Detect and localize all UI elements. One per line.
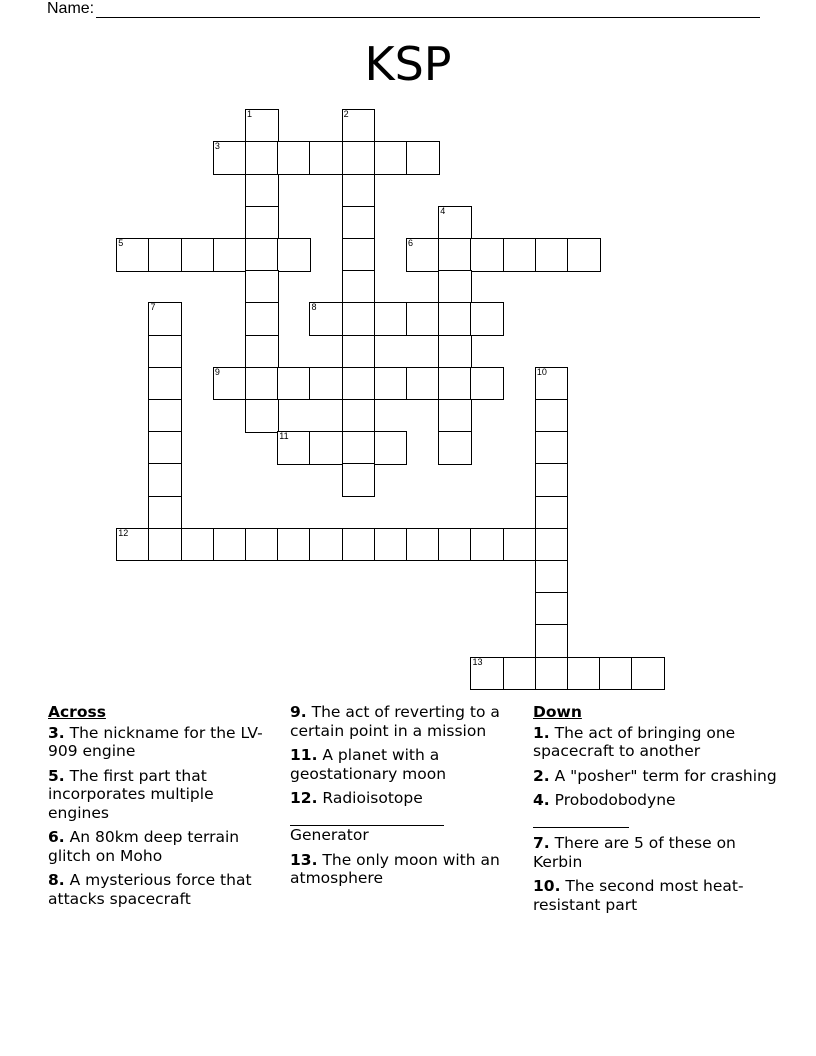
clue-number: 1. xyxy=(533,723,550,742)
clue-number: 10. xyxy=(533,877,561,895)
grid-cell[interactable] xyxy=(213,367,247,401)
grid-cell[interactable] xyxy=(535,657,569,691)
grid-cell[interactable] xyxy=(309,528,343,562)
grid-cell[interactable] xyxy=(245,399,279,433)
cell-number: 10 xyxy=(536,366,547,377)
grid-cell[interactable] xyxy=(438,431,472,465)
grid-cell[interactable] xyxy=(148,367,182,401)
grid-cell[interactable] xyxy=(277,141,311,175)
grid-cell[interactable] xyxy=(503,528,537,562)
clue-number: 12. xyxy=(290,789,318,807)
grid-cell[interactable] xyxy=(470,657,504,691)
grid-cell[interactable] xyxy=(213,141,247,175)
grid-cell[interactable] xyxy=(181,528,215,562)
clue-across-13 xyxy=(290,851,515,888)
grid-cell[interactable] xyxy=(567,657,601,691)
grid-cell[interactable] xyxy=(374,302,408,336)
grid-cell[interactable] xyxy=(438,206,472,240)
clue-number: 6. xyxy=(48,828,65,846)
clue-number: 3. xyxy=(48,723,65,742)
clue-down-7 xyxy=(533,834,778,871)
grid-cell[interactable] xyxy=(245,206,279,240)
grid-cell[interactable] xyxy=(148,528,182,562)
grid-cell[interactable] xyxy=(438,302,472,336)
cell-number: 4 xyxy=(440,205,446,216)
grid-cell[interactable] xyxy=(309,302,343,336)
clue-text: A planet with a geostationary moon xyxy=(290,746,447,783)
grid-cell[interactable] xyxy=(245,367,279,401)
clue-down-10 xyxy=(533,877,778,914)
name-label: Name: xyxy=(47,0,95,17)
clue-text: The first part that incorporates multiple engines xyxy=(48,766,214,822)
grid-cell[interactable] xyxy=(438,270,472,304)
grid-cell[interactable] xyxy=(374,528,408,562)
clue-text: The act of bringing one spacecraft to another xyxy=(533,723,736,760)
grid-cell[interactable] xyxy=(342,141,376,175)
clue-text: A mysterious force that attacks spacecraft xyxy=(48,871,252,908)
clue-text: The act of reverting to a certain point in a mission xyxy=(290,703,500,740)
grid-cell[interactable] xyxy=(277,431,311,465)
grid-cell[interactable] xyxy=(470,238,504,272)
grid-cell[interactable] xyxy=(438,238,472,272)
cell-number: 5 xyxy=(118,238,124,249)
grid-cell[interactable] xyxy=(438,335,472,369)
clue-across-12 xyxy=(290,789,515,845)
grid-cell[interactable] xyxy=(342,399,376,433)
grid-cell[interactable] xyxy=(148,496,182,530)
grid-cell[interactable] xyxy=(309,141,343,175)
clue-number: 5. xyxy=(48,766,65,785)
clue-across-3 xyxy=(48,724,273,761)
grid-cell[interactable] xyxy=(148,335,182,369)
grid-cell[interactable] xyxy=(503,238,537,272)
across-clues-column-2 xyxy=(290,703,515,894)
grid-cell[interactable] xyxy=(406,367,440,401)
cell-number: 7 xyxy=(150,302,156,313)
grid-cell[interactable] xyxy=(213,238,247,272)
grid-cell[interactable] xyxy=(342,431,376,465)
grid-cell[interactable] xyxy=(245,302,279,336)
clue-down-4 xyxy=(533,791,778,828)
grid-cell[interactable] xyxy=(309,367,343,401)
clue-number: 13. xyxy=(290,850,318,869)
grid-cell[interactable] xyxy=(438,399,472,433)
clue-text: There are 5 of these on Kerbin xyxy=(533,834,736,871)
clue-number: 7. xyxy=(533,834,550,852)
clue-across-6 xyxy=(48,828,273,865)
grid-cell[interactable] xyxy=(342,270,376,304)
down-clues-column xyxy=(533,703,778,920)
clue-number: 2. xyxy=(533,766,550,785)
grid-cell[interactable] xyxy=(342,109,376,143)
grid-cell[interactable] xyxy=(631,657,665,691)
cell-number: 12 xyxy=(118,527,129,538)
grid-cell[interactable] xyxy=(342,206,376,240)
grid-cell[interactable] xyxy=(535,399,569,433)
cell-number: 1 xyxy=(247,109,253,120)
grid-cell[interactable] xyxy=(406,238,440,272)
across-heading: Across xyxy=(48,703,106,721)
cell-number: 6 xyxy=(408,238,414,249)
grid-cell[interactable] xyxy=(470,302,504,336)
grid-cell[interactable] xyxy=(470,528,504,562)
grid-cell[interactable] xyxy=(535,560,569,594)
clue-down-2 xyxy=(533,767,778,786)
grid-cell[interactable] xyxy=(503,657,537,691)
clue-across-8 xyxy=(48,871,273,908)
grid-cell[interactable] xyxy=(342,238,376,272)
clue-text: Probodobodyne xyxy=(554,791,676,809)
down-heading: Down xyxy=(533,703,582,721)
clue-text: Radioisotope xyxy=(322,789,423,807)
grid-cell[interactable] xyxy=(245,238,279,272)
grid-cell[interactable] xyxy=(342,335,376,369)
grid-cell[interactable] xyxy=(277,528,311,562)
grid-cell[interactable] xyxy=(116,238,150,272)
clue-number: 8. xyxy=(48,871,65,889)
grid-cell[interactable] xyxy=(535,463,569,497)
across-clues-column-1 xyxy=(48,703,273,914)
grid-cell[interactable] xyxy=(567,238,601,272)
grid-cell[interactable] xyxy=(470,367,504,401)
grid-cell[interactable] xyxy=(116,528,150,562)
clue-text-after-blank: Generator xyxy=(290,826,369,844)
clue-across-5 xyxy=(48,767,273,823)
clue-number: 9. xyxy=(290,703,307,721)
grid-cell[interactable] xyxy=(245,174,279,208)
grid-cell[interactable] xyxy=(309,431,343,465)
grid-cell[interactable] xyxy=(374,141,408,175)
puzzle-title: KSP xyxy=(364,37,452,91)
clue-number: 11. xyxy=(290,746,318,764)
grid-cell[interactable] xyxy=(148,399,182,433)
clue-number: 4. xyxy=(533,791,550,809)
grid-cell[interactable] xyxy=(148,463,182,497)
clue-text: An 80km deep terrain glitch on Moho xyxy=(48,828,240,865)
grid-cell[interactable] xyxy=(599,657,633,691)
grid-cell[interactable] xyxy=(245,109,279,143)
grid-cell[interactable] xyxy=(374,367,408,401)
grid-cell[interactable] xyxy=(374,431,408,465)
grid-cell[interactable] xyxy=(535,496,569,530)
clue-across-9 xyxy=(290,703,515,740)
grid-cell[interactable] xyxy=(342,463,376,497)
clue-down-1 xyxy=(533,724,778,761)
clue-text: The only moon with an atmosphere xyxy=(290,850,500,887)
cell-number: 13 xyxy=(472,656,483,667)
clue-text: The nickname for the LV-909 engine xyxy=(48,723,263,760)
grid-cell[interactable] xyxy=(535,528,569,562)
grid-cell[interactable] xyxy=(406,302,440,336)
grid-cell[interactable] xyxy=(342,367,376,401)
answer-blank xyxy=(533,811,629,828)
cell-number: 11 xyxy=(279,431,289,442)
clue-across-11 xyxy=(290,746,515,783)
grid-cell[interactable] xyxy=(245,270,279,304)
grid-cell[interactable] xyxy=(535,367,569,401)
cell-number: 2 xyxy=(343,109,349,120)
grid-cell[interactable] xyxy=(148,238,182,272)
grid-cell[interactable] xyxy=(277,367,311,401)
grid-cell[interactable] xyxy=(406,528,440,562)
answer-blank xyxy=(290,809,444,826)
clue-text: The second most heat-resistant part xyxy=(533,877,744,914)
grid-cell[interactable] xyxy=(181,238,215,272)
cell-number: 8 xyxy=(311,302,317,313)
grid-cell[interactable] xyxy=(245,528,279,562)
grid-cell[interactable] xyxy=(213,528,247,562)
grid-cell[interactable] xyxy=(535,238,569,272)
grid-cell[interactable] xyxy=(342,302,376,336)
cell-number: 3 xyxy=(214,141,220,152)
grid-cell[interactable] xyxy=(148,431,182,465)
clue-text: A "posher" term for crashing xyxy=(554,766,777,785)
grid-cell[interactable] xyxy=(342,528,376,562)
grid-cell[interactable] xyxy=(277,238,311,272)
grid-cell[interactable] xyxy=(245,141,279,175)
grid-cell[interactable] xyxy=(245,335,279,369)
grid-cell[interactable] xyxy=(438,367,472,401)
grid-cell[interactable] xyxy=(148,302,182,336)
grid-cell[interactable] xyxy=(535,624,569,658)
cell-number: 9 xyxy=(214,366,220,377)
grid-cell[interactable] xyxy=(406,141,440,175)
grid-cell[interactable] xyxy=(342,174,376,208)
grid-cell[interactable] xyxy=(535,592,569,626)
grid-cell[interactable] xyxy=(535,431,569,465)
grid-cell[interactable] xyxy=(438,528,472,562)
